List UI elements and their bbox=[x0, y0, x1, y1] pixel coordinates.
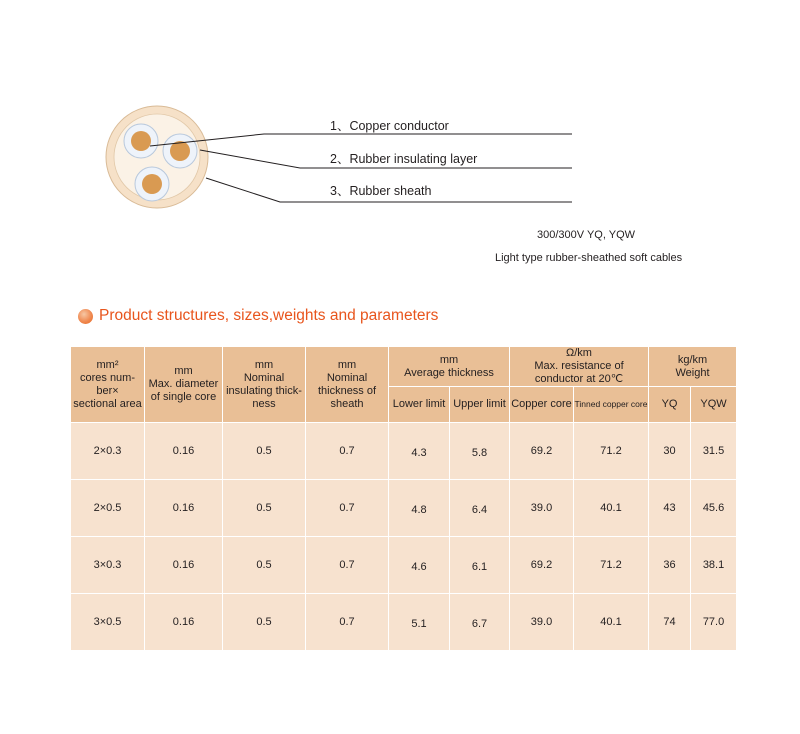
cell-insulating: 0.5 bbox=[223, 423, 306, 480]
section-title: Product structures, sizes,weights and parameters bbox=[99, 307, 439, 324]
header-diameter bbox=[145, 347, 223, 423]
cell-lower-limit: 4.6 bbox=[389, 537, 450, 594]
cell-copper-core: 39.0 bbox=[510, 594, 574, 651]
header-insulating-unit: mm bbox=[254, 358, 274, 371]
cell-lower-limit: 4.3 bbox=[389, 423, 450, 480]
cell-lower-limit: 4.8 bbox=[389, 480, 450, 537]
header-diameter-unit: mm bbox=[174, 365, 193, 377]
leader-line-conductor bbox=[150, 134, 572, 146]
header-cores bbox=[71, 347, 145, 423]
header-upper-limit: Upper limit bbox=[450, 387, 510, 423]
header-cores-line2: ber× bbox=[96, 384, 119, 397]
header-insulating-line1: Nominal bbox=[243, 371, 285, 384]
cell-upper-limit: 6.7 bbox=[450, 594, 510, 651]
header-diameter-line2: of single core bbox=[150, 391, 217, 403]
header-insulating-line2: insulating thick- bbox=[226, 384, 302, 397]
header-lower-limit: Lower limit bbox=[389, 387, 450, 423]
cable-model-caption: 300/300V YQ, YQW bbox=[537, 229, 636, 241]
header-sheath-line1: Nominal bbox=[326, 371, 368, 384]
cell-upper-limit: 5.8 bbox=[450, 423, 510, 480]
cell-sheath: 0.7 bbox=[306, 423, 389, 480]
cell-yqw: 38.1 bbox=[691, 537, 737, 594]
label-rubber-insulating-layer: 2、Rubber insulating layer bbox=[330, 152, 478, 166]
orange-circle-bullet-icon bbox=[78, 309, 93, 324]
header-resistance bbox=[510, 347, 649, 387]
header-insulating bbox=[223, 347, 306, 423]
header-tinned-copper-core: Tinned copper core bbox=[574, 387, 649, 423]
cell-copper-core: 69.2 bbox=[510, 423, 574, 480]
header-resistance-unit: Ω/km bbox=[566, 347, 592, 359]
header-cores-line3: sectional area bbox=[73, 397, 142, 410]
cell-tinned-core: 71.2 bbox=[574, 423, 649, 480]
table-row bbox=[71, 537, 737, 594]
cell-yq: 43 bbox=[649, 480, 691, 537]
header-copper-core: Copper core bbox=[510, 387, 574, 423]
label-copper-conductor: 1、Copper conductor bbox=[330, 119, 449, 133]
header-cores-line1: cores num- bbox=[79, 371, 136, 384]
cell-diameter: 0.16 bbox=[145, 480, 223, 537]
cell-yq: 36 bbox=[649, 537, 691, 594]
header-resistance-line1: Max. resistance of bbox=[534, 360, 624, 372]
header-resistance-line2: conductor at 20℃ bbox=[534, 373, 624, 385]
cell-copper-core: 39.0 bbox=[510, 480, 574, 537]
cell-yqw: 77.0 bbox=[691, 594, 737, 651]
parameters-table bbox=[70, 346, 737, 651]
cell-diameter: 0.16 bbox=[145, 423, 223, 480]
cell-sheath: 0.7 bbox=[306, 594, 389, 651]
cell-tinned-core: 40.1 bbox=[574, 480, 649, 537]
label-rubber-sheath: 3、Rubber sheath bbox=[330, 184, 432, 198]
header-sheath-line3: sheath bbox=[330, 397, 364, 410]
cell-yq: 30 bbox=[649, 423, 691, 480]
cell-upper-limit: 6.4 bbox=[450, 480, 510, 537]
cell-insulating: 0.5 bbox=[223, 537, 306, 594]
cell-cores: 3×0.5 bbox=[71, 594, 145, 651]
cell-copper-core: 69.2 bbox=[510, 537, 574, 594]
cell-insulating: 0.5 bbox=[223, 594, 306, 651]
header-insulating-line3: ness bbox=[252, 397, 276, 410]
header-weight-label: Weight bbox=[675, 366, 710, 379]
cell-cores: 2×0.5 bbox=[71, 480, 145, 537]
cable-description-caption: Light type rubber-sheathed soft cables bbox=[495, 252, 683, 264]
cell-yqw: 45.6 bbox=[691, 480, 737, 537]
header-diameter-line1: Max. diameter bbox=[148, 378, 219, 390]
cell-cores: 3×0.3 bbox=[71, 537, 145, 594]
header-yqw: YQW bbox=[691, 387, 737, 423]
header-average-thickness bbox=[389, 347, 510, 387]
header-weight-unit: kg/km bbox=[677, 353, 708, 366]
cell-cores: 2×0.3 bbox=[71, 423, 145, 480]
cell-diameter: 0.16 bbox=[145, 594, 223, 651]
table-row bbox=[71, 594, 737, 651]
header-average-thickness-unit: mm bbox=[439, 353, 459, 366]
header-sheath bbox=[306, 347, 389, 423]
header-sheath-line2: thickness of bbox=[317, 384, 377, 397]
header-cores-unit: mm² bbox=[96, 358, 119, 371]
cell-upper-limit: 6.1 bbox=[450, 537, 510, 594]
cell-sheath: 0.7 bbox=[306, 537, 389, 594]
cell-tinned-core: 71.2 bbox=[574, 537, 649, 594]
header-sheath-unit: mm bbox=[337, 358, 357, 371]
table-row bbox=[71, 423, 737, 480]
cell-sheath: 0.7 bbox=[306, 480, 389, 537]
header-weight bbox=[649, 347, 737, 387]
table-row bbox=[71, 480, 737, 537]
cell-yq: 74 bbox=[649, 594, 691, 651]
cell-insulating: 0.5 bbox=[223, 480, 306, 537]
cell-yqw: 31.5 bbox=[691, 423, 737, 480]
section-heading bbox=[78, 306, 438, 326]
header-yq: YQ bbox=[649, 387, 691, 423]
header-average-thickness-label: Average thickness bbox=[404, 366, 494, 379]
cell-diameter: 0.16 bbox=[145, 537, 223, 594]
cell-tinned-core: 40.1 bbox=[574, 594, 649, 651]
cell-lower-limit: 5.1 bbox=[389, 594, 450, 651]
